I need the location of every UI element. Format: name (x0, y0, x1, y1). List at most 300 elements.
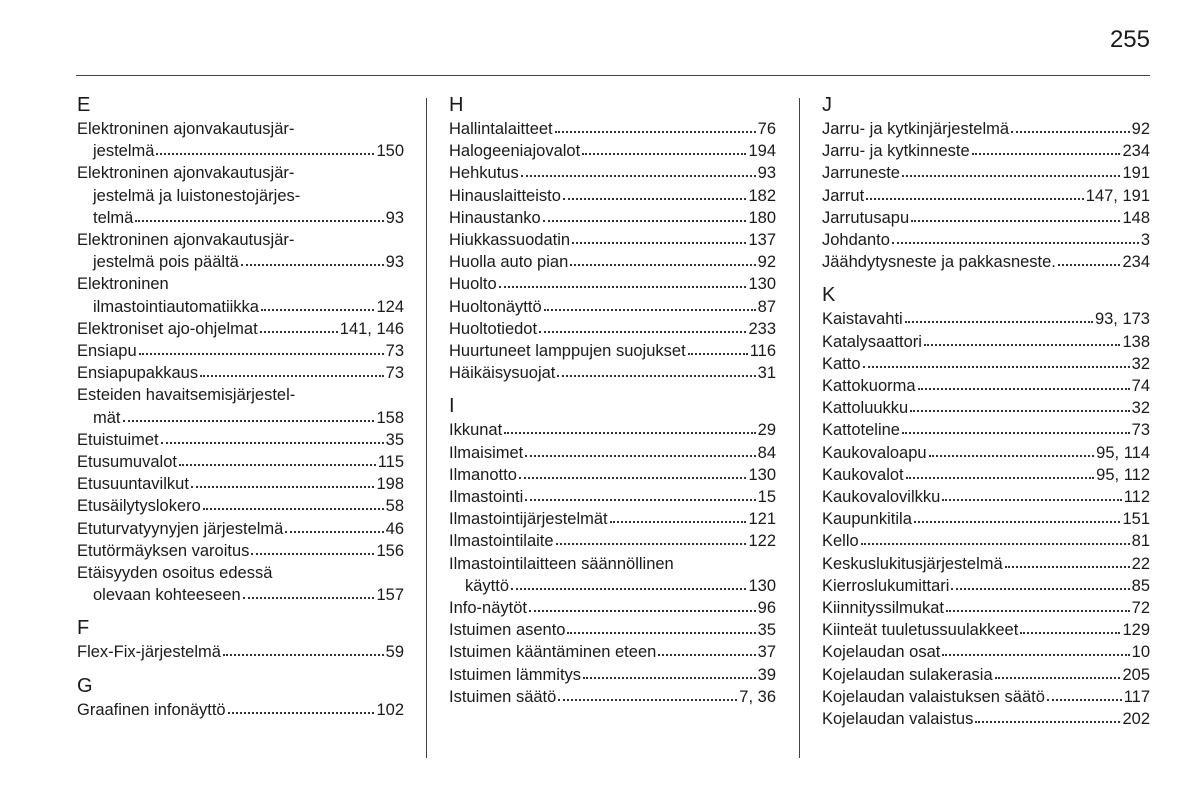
page-reference[interactable]: 73 (385, 364, 404, 383)
index-entry (77, 451, 404, 473)
entry-line (77, 518, 404, 540)
page-reference[interactable]: 102 (376, 700, 404, 719)
page-reference[interactable]: 84 (757, 443, 776, 462)
dot-leader (544, 298, 756, 312)
page-number: 255 (1109, 26, 1150, 53)
entry-line (449, 486, 776, 508)
entry-term: Ilmastointijärjestelmät (449, 510, 608, 529)
index-entry (449, 553, 776, 597)
index-entry (822, 140, 1150, 162)
dot-leader (942, 488, 1121, 502)
index-entry (822, 464, 1150, 486)
entry-term: Kierroslukumittari (822, 576, 950, 595)
index-section (449, 94, 776, 384)
entry-line (77, 207, 404, 229)
entry-term: Kaukovaloapu (822, 443, 927, 462)
page-reference[interactable]: 182 (748, 186, 776, 205)
index-entry (77, 318, 404, 340)
page-reference[interactable]: 73 (385, 342, 404, 361)
page-reference[interactable]: 148 (1122, 208, 1150, 227)
page-reference[interactable]: 35 (385, 430, 404, 449)
page-reference[interactable]: 202 (1122, 710, 1150, 729)
dot-leader (863, 355, 1130, 369)
index-entry (449, 686, 776, 708)
entry-term: Jäähdytysneste ja pakkasneste. (822, 253, 1056, 272)
entry-line (449, 641, 776, 663)
entry-line (77, 296, 404, 318)
entry-term: Hinaustanko (449, 208, 541, 227)
entry-term: Ilmanotto (449, 465, 517, 484)
entry-term: Ensiapupakkaus (77, 364, 199, 383)
entry-line (449, 464, 776, 486)
dot-leader (251, 542, 374, 556)
dot-leader (556, 532, 747, 546)
index-entry (449, 508, 776, 530)
entry-term: Elektroniset ajo-ohjelmat (77, 319, 258, 338)
entry-line (822, 308, 1150, 330)
page-reference[interactable]: 92 (757, 253, 776, 272)
page-reference[interactable]: 85 (1131, 576, 1150, 595)
page-reference[interactable]: 95, 112 (1096, 465, 1150, 484)
page-reference[interactable]: 130 (748, 275, 776, 294)
dot-leader (866, 187, 1084, 201)
entry-line (822, 708, 1150, 730)
index-entry (449, 318, 776, 340)
entry-term: Huoltotiedot (449, 319, 538, 338)
entry-term: olevaan kohteeseen (93, 586, 241, 605)
page-reference[interactable]: 130 (748, 465, 776, 484)
entry-term: Etuistuimet (77, 430, 159, 449)
entry-term: Katalysaattori (822, 332, 922, 351)
dot-leader (223, 643, 384, 657)
dot-leader (261, 298, 374, 312)
entry-term: Halogeeniajovalot (449, 142, 581, 161)
index-section (77, 617, 404, 663)
dot-leader (156, 142, 374, 156)
page-reference[interactable]: 130 (748, 576, 776, 595)
page-reference[interactable]: 122 (748, 532, 776, 551)
entry-line (77, 495, 404, 517)
entry-line (822, 185, 1150, 207)
entry-line (822, 553, 1150, 575)
page-reference[interactable]: 93 (385, 208, 404, 227)
page-reference[interactable]: 81 (1131, 532, 1150, 551)
page-reference[interactable]: 151 (1122, 510, 1150, 529)
index-entry (77, 473, 404, 495)
page-reference[interactable]: 72 (1131, 599, 1150, 618)
entry-line (449, 318, 776, 340)
section-letter: E (77, 94, 91, 116)
entry-term: Johdanto (822, 231, 890, 250)
dot-leader (511, 577, 746, 591)
page-reference[interactable]: 117 (1123, 687, 1150, 706)
page-reference[interactable]: 46 (385, 519, 404, 538)
entry-term: jestelmä pois päältä (93, 253, 239, 272)
dot-leader (200, 364, 384, 378)
entry-term: Istuimen asento (449, 621, 566, 640)
entry-term-line: Elektroninen ajonvakautusjär- (77, 120, 295, 138)
index-entry (77, 362, 404, 384)
dot-leader (285, 520, 383, 534)
dot-leader (1020, 621, 1120, 635)
page-reference[interactable]: 32 (1131, 399, 1150, 418)
entry-term: Etuturvatyynyjen järjestelmä (77, 519, 284, 538)
entry-line (77, 407, 404, 429)
dot-leader (902, 164, 1121, 178)
entry-term: Jarrut (822, 186, 865, 205)
entry-line (449, 296, 776, 318)
entry-term: Kiinteät tuuletussuulakkeet (822, 621, 1019, 640)
page-reference[interactable]: 59 (385, 643, 404, 662)
entry-term: Keskuslukitusjärjestelmä (822, 554, 1003, 573)
entry-line (449, 597, 776, 619)
index-entry (77, 429, 404, 451)
index-entry (449, 118, 776, 140)
index-entry (822, 708, 1150, 730)
entry-term: Info-näytöt (449, 599, 527, 618)
entry-term: Kojelaudan osat (822, 643, 941, 662)
index-entry (77, 162, 404, 229)
entry-term: Huoltonäyttö (449, 297, 542, 316)
page-reference[interactable]: 124 (376, 297, 404, 316)
index-entry (449, 486, 776, 508)
index-entry (822, 331, 1150, 353)
index-entry (822, 207, 1150, 229)
entry-line (822, 140, 1150, 162)
page-reference[interactable]: 93 (757, 164, 776, 183)
entry-term: Kojelaudan sulakerasia (822, 665, 993, 684)
index-entry (822, 641, 1150, 663)
dot-leader (902, 421, 1130, 435)
index-section (77, 94, 404, 606)
page-reference[interactable]: 10 (1131, 643, 1150, 662)
index-entry (822, 118, 1150, 140)
entry-term: Ilmaisimet (449, 443, 524, 462)
entry-term: Kojelaudan valaistuksen säätö (822, 687, 1045, 706)
dot-leader (972, 142, 1121, 156)
entry-line (77, 584, 404, 606)
entry-term: Flex-Fix-järjestelmä (77, 643, 221, 662)
page-reference[interactable]: 234 (1122, 142, 1150, 161)
entry-line (449, 575, 776, 597)
dot-leader (241, 253, 384, 267)
page-reference[interactable]: 73 (1131, 421, 1150, 440)
page-reference[interactable]: 95, 114 (1096, 443, 1150, 462)
entry-line (822, 331, 1150, 353)
index-entry (449, 140, 776, 162)
entry-line (449, 162, 776, 184)
entry-line (77, 251, 404, 273)
entry-term-line: Elektroninen (77, 275, 169, 294)
section-letter: G (77, 674, 93, 697)
dot-leader (583, 666, 756, 680)
entry-term: Ilmastointilaite (449, 532, 554, 551)
entry-line (822, 686, 1150, 708)
entry-line (822, 229, 1150, 251)
entry-line (77, 473, 404, 495)
entry-line (449, 362, 776, 384)
index-entry (449, 340, 776, 362)
index-column-3 (822, 94, 1150, 730)
entry-term: Jarru- ja kytkinjärjestelmä (822, 120, 1010, 138)
entry-line (449, 140, 776, 162)
entry-term-line: Elektroninen ajonvakautusjär- (77, 231, 295, 250)
index-entry (449, 162, 776, 184)
index-entry (822, 686, 1150, 708)
entry-term: Katto (822, 354, 861, 373)
entry-term-line: Esteiden havaitsemisjärjestel- (77, 386, 296, 405)
index-entry (449, 597, 776, 619)
page-reference[interactable]: 87 (757, 297, 776, 316)
page-reference[interactable]: 116 (749, 342, 776, 361)
entry-line (822, 118, 1150, 140)
index-entry (449, 641, 776, 663)
page-reference[interactable]: 32 (1131, 354, 1150, 373)
dot-leader (539, 320, 746, 334)
index-entry (822, 575, 1150, 597)
entry-line (822, 619, 1150, 641)
entry-line (77, 340, 404, 362)
index-entry (822, 530, 1150, 552)
page-reference[interactable]: 112 (1123, 488, 1150, 507)
dot-leader (260, 320, 338, 334)
dot-leader (892, 231, 1139, 245)
page-reference[interactable]: 198 (376, 475, 404, 494)
index-entry (77, 384, 404, 428)
entry-term: jestelmä (93, 142, 155, 161)
dot-leader (1047, 688, 1122, 702)
dot-leader (861, 532, 1130, 546)
page-reference[interactable]: 15 (757, 488, 776, 507)
dot-leader (658, 643, 755, 657)
page-reference[interactable]: 194 (748, 142, 776, 161)
page-reference[interactable]: 115 (377, 453, 404, 472)
entry-line (822, 575, 1150, 597)
index-entry (822, 185, 1150, 207)
entry-term: Etusäilytyslokero (77, 497, 201, 516)
index-entry (822, 308, 1150, 330)
entry-term: Huolto (449, 275, 497, 294)
index-section (77, 675, 404, 721)
entry-line (822, 641, 1150, 663)
entry-line (822, 397, 1150, 419)
entry-line (449, 229, 776, 251)
dot-leader (910, 399, 1129, 413)
page-reference[interactable]: 22 (1131, 554, 1150, 573)
index-entry (449, 251, 776, 273)
index-entry (822, 162, 1150, 184)
index-entry (449, 619, 776, 641)
entry-term-line: jestelmä ja luistonestojärjes- (93, 186, 301, 205)
index-entry (449, 362, 776, 384)
dot-leader (918, 377, 1130, 391)
entry-line (449, 419, 776, 441)
entry-line (77, 429, 404, 451)
page-reference[interactable]: 76 (757, 120, 776, 138)
page-reference[interactable]: 137 (748, 231, 776, 250)
entry-line (77, 540, 404, 562)
dot-leader (529, 599, 756, 613)
entry-line (77, 641, 404, 663)
index-entry (822, 597, 1150, 619)
index-entry (822, 375, 1150, 397)
entry-line (449, 619, 776, 641)
page-reference[interactable]: 29 (757, 421, 776, 440)
entry-line (822, 207, 1150, 229)
entry-term: Hinauslaitteisto (449, 186, 561, 205)
dot-leader (499, 275, 747, 289)
entry-line (449, 686, 776, 708)
page-reference[interactable]: 37 (757, 643, 776, 662)
dot-leader (1058, 253, 1121, 267)
entry-term: Kojelaudan valaistus (822, 710, 974, 729)
entry-term: Istuimen kääntäminen eteen (449, 643, 657, 662)
entry-line (77, 140, 404, 162)
dot-leader (906, 466, 1095, 480)
entry-line (822, 508, 1150, 530)
index-entry (822, 664, 1150, 686)
page-reference[interactable]: 39 (757, 665, 776, 684)
entry-line (449, 118, 776, 140)
dot-leader (610, 510, 747, 524)
index-entry (822, 229, 1150, 251)
entry-term: mät (93, 408, 121, 427)
index-entry (77, 562, 404, 606)
entry-term: Istuimen säätö (449, 687, 557, 706)
dot-leader (504, 421, 755, 435)
page-reference[interactable]: 58 (385, 497, 404, 516)
index-entry (77, 118, 404, 162)
dot-leader (1011, 120, 1130, 134)
entry-term: Huurtuneet lamppujen suojukset (449, 342, 686, 361)
entry-term: Kaukovalovilkku (822, 488, 941, 507)
entry-term: Hallintalaitteet (449, 120, 553, 138)
entry-term: Etutörmäyksen varoitus (77, 541, 250, 560)
page-reference[interactable]: 121 (748, 510, 776, 529)
page-reference[interactable]: 3 (1140, 231, 1150, 250)
page-reference[interactable]: 96 (757, 599, 776, 618)
entry-line (822, 419, 1150, 441)
entry-term: telmä (93, 208, 134, 227)
dot-leader (243, 586, 375, 600)
entry-term: käyttö (465, 576, 510, 595)
dot-leader (914, 510, 1121, 524)
index-entry (449, 185, 776, 207)
entry-term: Ensiapu (77, 342, 137, 361)
index-entry (449, 207, 776, 229)
section-letter: H (449, 94, 464, 116)
index-entry (822, 419, 1150, 441)
entry-term: Ilmastointi (449, 488, 524, 507)
page-reference[interactable]: 92 (1131, 120, 1150, 138)
page-reference[interactable]: 156 (376, 541, 404, 560)
index-entry (77, 273, 404, 317)
page-reference[interactable]: 233 (748, 319, 776, 338)
column-divider-2 (799, 98, 800, 758)
index-section (822, 94, 1150, 273)
page-reference[interactable]: 150 (376, 142, 404, 161)
dot-leader (688, 342, 748, 356)
page-reference[interactable]: 157 (376, 586, 404, 605)
index-entry (449, 530, 776, 552)
index-entry (822, 397, 1150, 419)
dot-leader (563, 187, 747, 201)
entry-line (77, 699, 404, 721)
index-entry (822, 508, 1150, 530)
entry-term-line: Etäisyyden osoitus edessä (77, 564, 273, 583)
page-reference[interactable]: 141, 146 (339, 319, 404, 338)
page-reference[interactable]: 138 (1122, 332, 1150, 351)
dot-leader (519, 466, 747, 480)
entry-term: ilmastointiautomatiikka (93, 297, 259, 316)
page-reference[interactable]: 191 (1122, 164, 1150, 183)
index-entry (77, 699, 404, 721)
entry-line (77, 318, 404, 340)
dot-leader (525, 444, 755, 458)
page-reference[interactable]: 129 (1122, 621, 1150, 640)
entry-term: Hiukkassuodatin (449, 231, 571, 250)
header-rule (76, 75, 1150, 76)
page-reference[interactable]: 93 (385, 253, 404, 272)
section-letter: J (822, 94, 832, 116)
page-reference[interactable]: 147, 191 (1085, 186, 1150, 205)
dot-leader (161, 431, 384, 445)
dot-leader (191, 475, 375, 489)
dot-leader (946, 599, 1130, 613)
dot-leader (905, 310, 1093, 324)
index-column-2 (449, 94, 776, 708)
dot-leader (555, 120, 756, 134)
index-entry (449, 464, 776, 486)
dot-leader (951, 577, 1129, 591)
index-entry (77, 229, 404, 273)
page-reference[interactable]: 7, 36 (739, 687, 776, 706)
entry-term: Graafinen infonäyttö (77, 700, 226, 719)
page-reference[interactable]: 74 (1131, 377, 1150, 396)
index-entry (77, 340, 404, 362)
page-reference[interactable]: 180 (748, 208, 776, 227)
dot-leader (558, 688, 737, 702)
dot-leader (929, 444, 1095, 458)
dot-leader (521, 164, 756, 178)
page-reference[interactable]: 31 (757, 364, 776, 383)
entry-term: Kaukovalot (822, 465, 904, 484)
dot-leader (1005, 555, 1130, 569)
entry-line (449, 530, 776, 552)
entry-line (822, 530, 1150, 552)
page-reference[interactable]: 93, 173 (1094, 310, 1150, 329)
index-entry (77, 540, 404, 562)
entry-line (822, 162, 1150, 184)
index-entry (822, 353, 1150, 375)
index-entry (449, 273, 776, 295)
entry-line (822, 251, 1150, 273)
page-reference[interactable]: 35 (757, 621, 776, 640)
dot-leader (975, 710, 1120, 724)
index-entry (822, 553, 1150, 575)
entry-term: Jarru- ja kytkinneste (822, 142, 970, 161)
page-reference[interactable]: 234 (1122, 253, 1150, 272)
page-reference[interactable]: 158 (376, 408, 404, 427)
entry-line (822, 664, 1150, 686)
index-entry (77, 641, 404, 663)
entry-term: Huolla auto pian (449, 253, 569, 272)
page-reference[interactable]: 205 (1122, 665, 1150, 684)
dot-leader (567, 621, 755, 635)
entry-term-line: Ilmastointilaitteen säännöllinen (449, 554, 674, 573)
dot-leader (203, 497, 384, 511)
dot-leader (123, 409, 375, 423)
